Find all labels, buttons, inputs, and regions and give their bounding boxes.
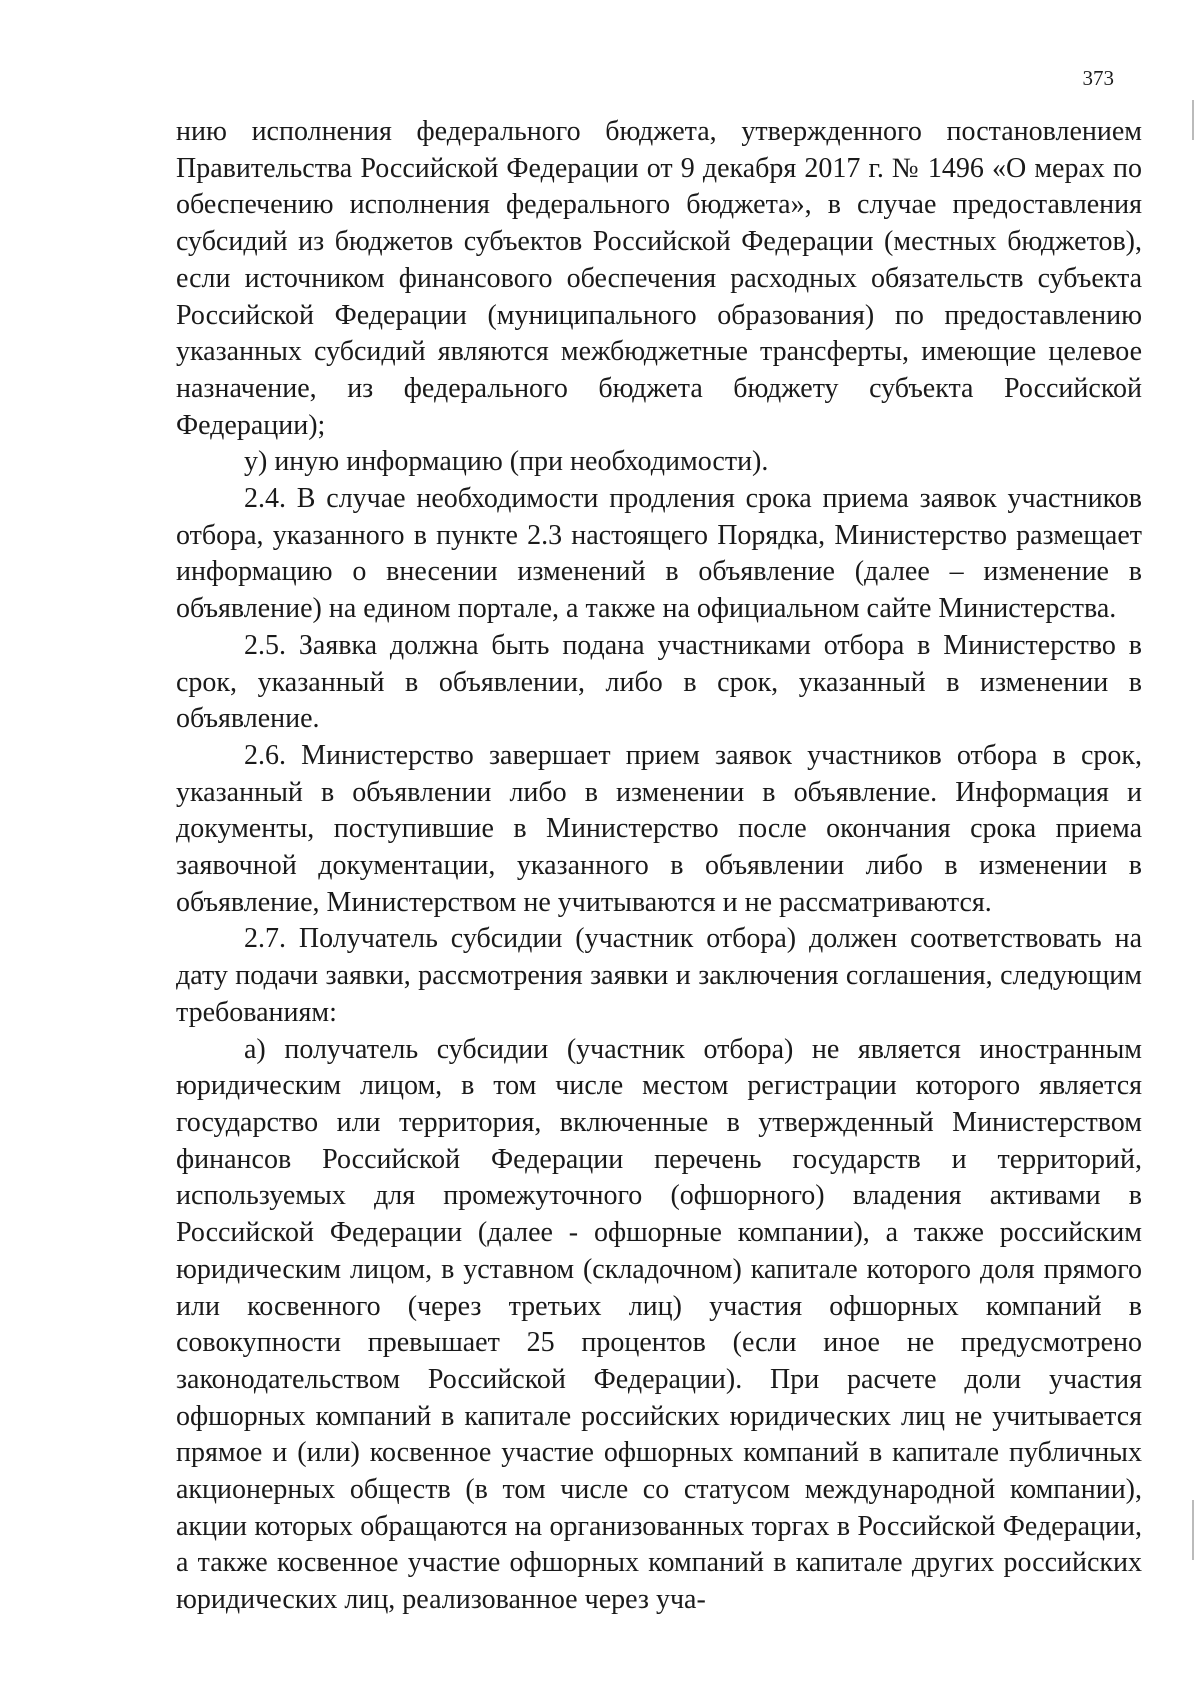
page-number: 373 <box>1082 66 1114 90</box>
paragraph-2-7: 2.7. Получатель субсидии (участник отбора) должен соответствовать на дату подачи заявки, рассмотрения заявки и заключения соглашения, следующим требованиям: <box>176 923 1142 1028</box>
scan-edge-mark <box>1192 1500 1194 1560</box>
paragraph-continuation: нию исполнения федерального бюджета, утвержденного постановлением Правительства Российской Федерации от 9 декабря 2017 г. № 1496 «О мерах по обеспечению исполнения федерального бюджета», в случае предоставления субсидий из бюджетов субъектов Российской Федерации (местных бюджетов), если источником финансового обеспечения расходных обязательств субъекта Российской Федерации (муниципального образования) по предоставлению указанных субсидий являются межбюджетные трансферты, имеющие целевое назначение, из федерального бюджета бюджету субъекта Российской Федерации); <box>176 116 1142 441</box>
paragraph-item-a: а) получатель субсидии (участник отбора) не является иностранным юридическим лицом, в том числе местом регистрации которого является государство или территория, включенные в утвержденный Министерством финансов Российской Федерации перечень государств и территорий, используемых для промежуточного (офшорного) владения активами в Российской Федерации (далее - офшорные компании), а также российским юридическим лицом, в уставном (складочном) капитале которого доля прямого или косвенного (через третьих лиц) участия офшорных компаний в совокупности превышает 25 процентов (если иное не предусмотрено законодательством Российской Федерации). При расчете доли участия офшорных компаний в капитале российских юридических лиц не учитывается прямое и (или) косвенное участие офшорных компаний в капитале публичных акционерных обществ (в том числе со статусом международной компании), акции которых обращаются на организованных торгах в Российской Федерации, а также косвенное участие офшорных компаний в капитале других российских юридических лиц, реализованное через уча- <box>176 1033 1142 1616</box>
scan-edge-mark <box>1192 100 1194 140</box>
paragraph-2-5: 2.5. Заявка должна быть подана участниками отбора в Министерство в срок, указанный в объявлении, либо в срок, указанный в изменении в объявление. <box>176 629 1142 735</box>
paragraph-2-4: 2.4. В случае необходимости продления срока приема заявок участников отбора, указанного в пункте 2.3 настоящего Порядка, Министерство размещает информацию о внесении изменений в объявление (далее – изменение в объявление) на едином портале, а также на официальном сайте Министерства. <box>176 483 1142 625</box>
document-body <box>176 114 1142 1619</box>
paragraph-2-6: 2.6. Министерство завершает прием заявок участников отбора в срок, указанный в объявлении либо в изменении в объявление. Информация и документы, поступившие в Министерство после окончания срока приема заявочной документации, указанного в объявлении либо в изменении в объявление, Министерством не учитываются и не рассматриваются. <box>176 739 1142 918</box>
paragraph-item-u: у) иную информацию (при необходимости). <box>244 446 769 478</box>
